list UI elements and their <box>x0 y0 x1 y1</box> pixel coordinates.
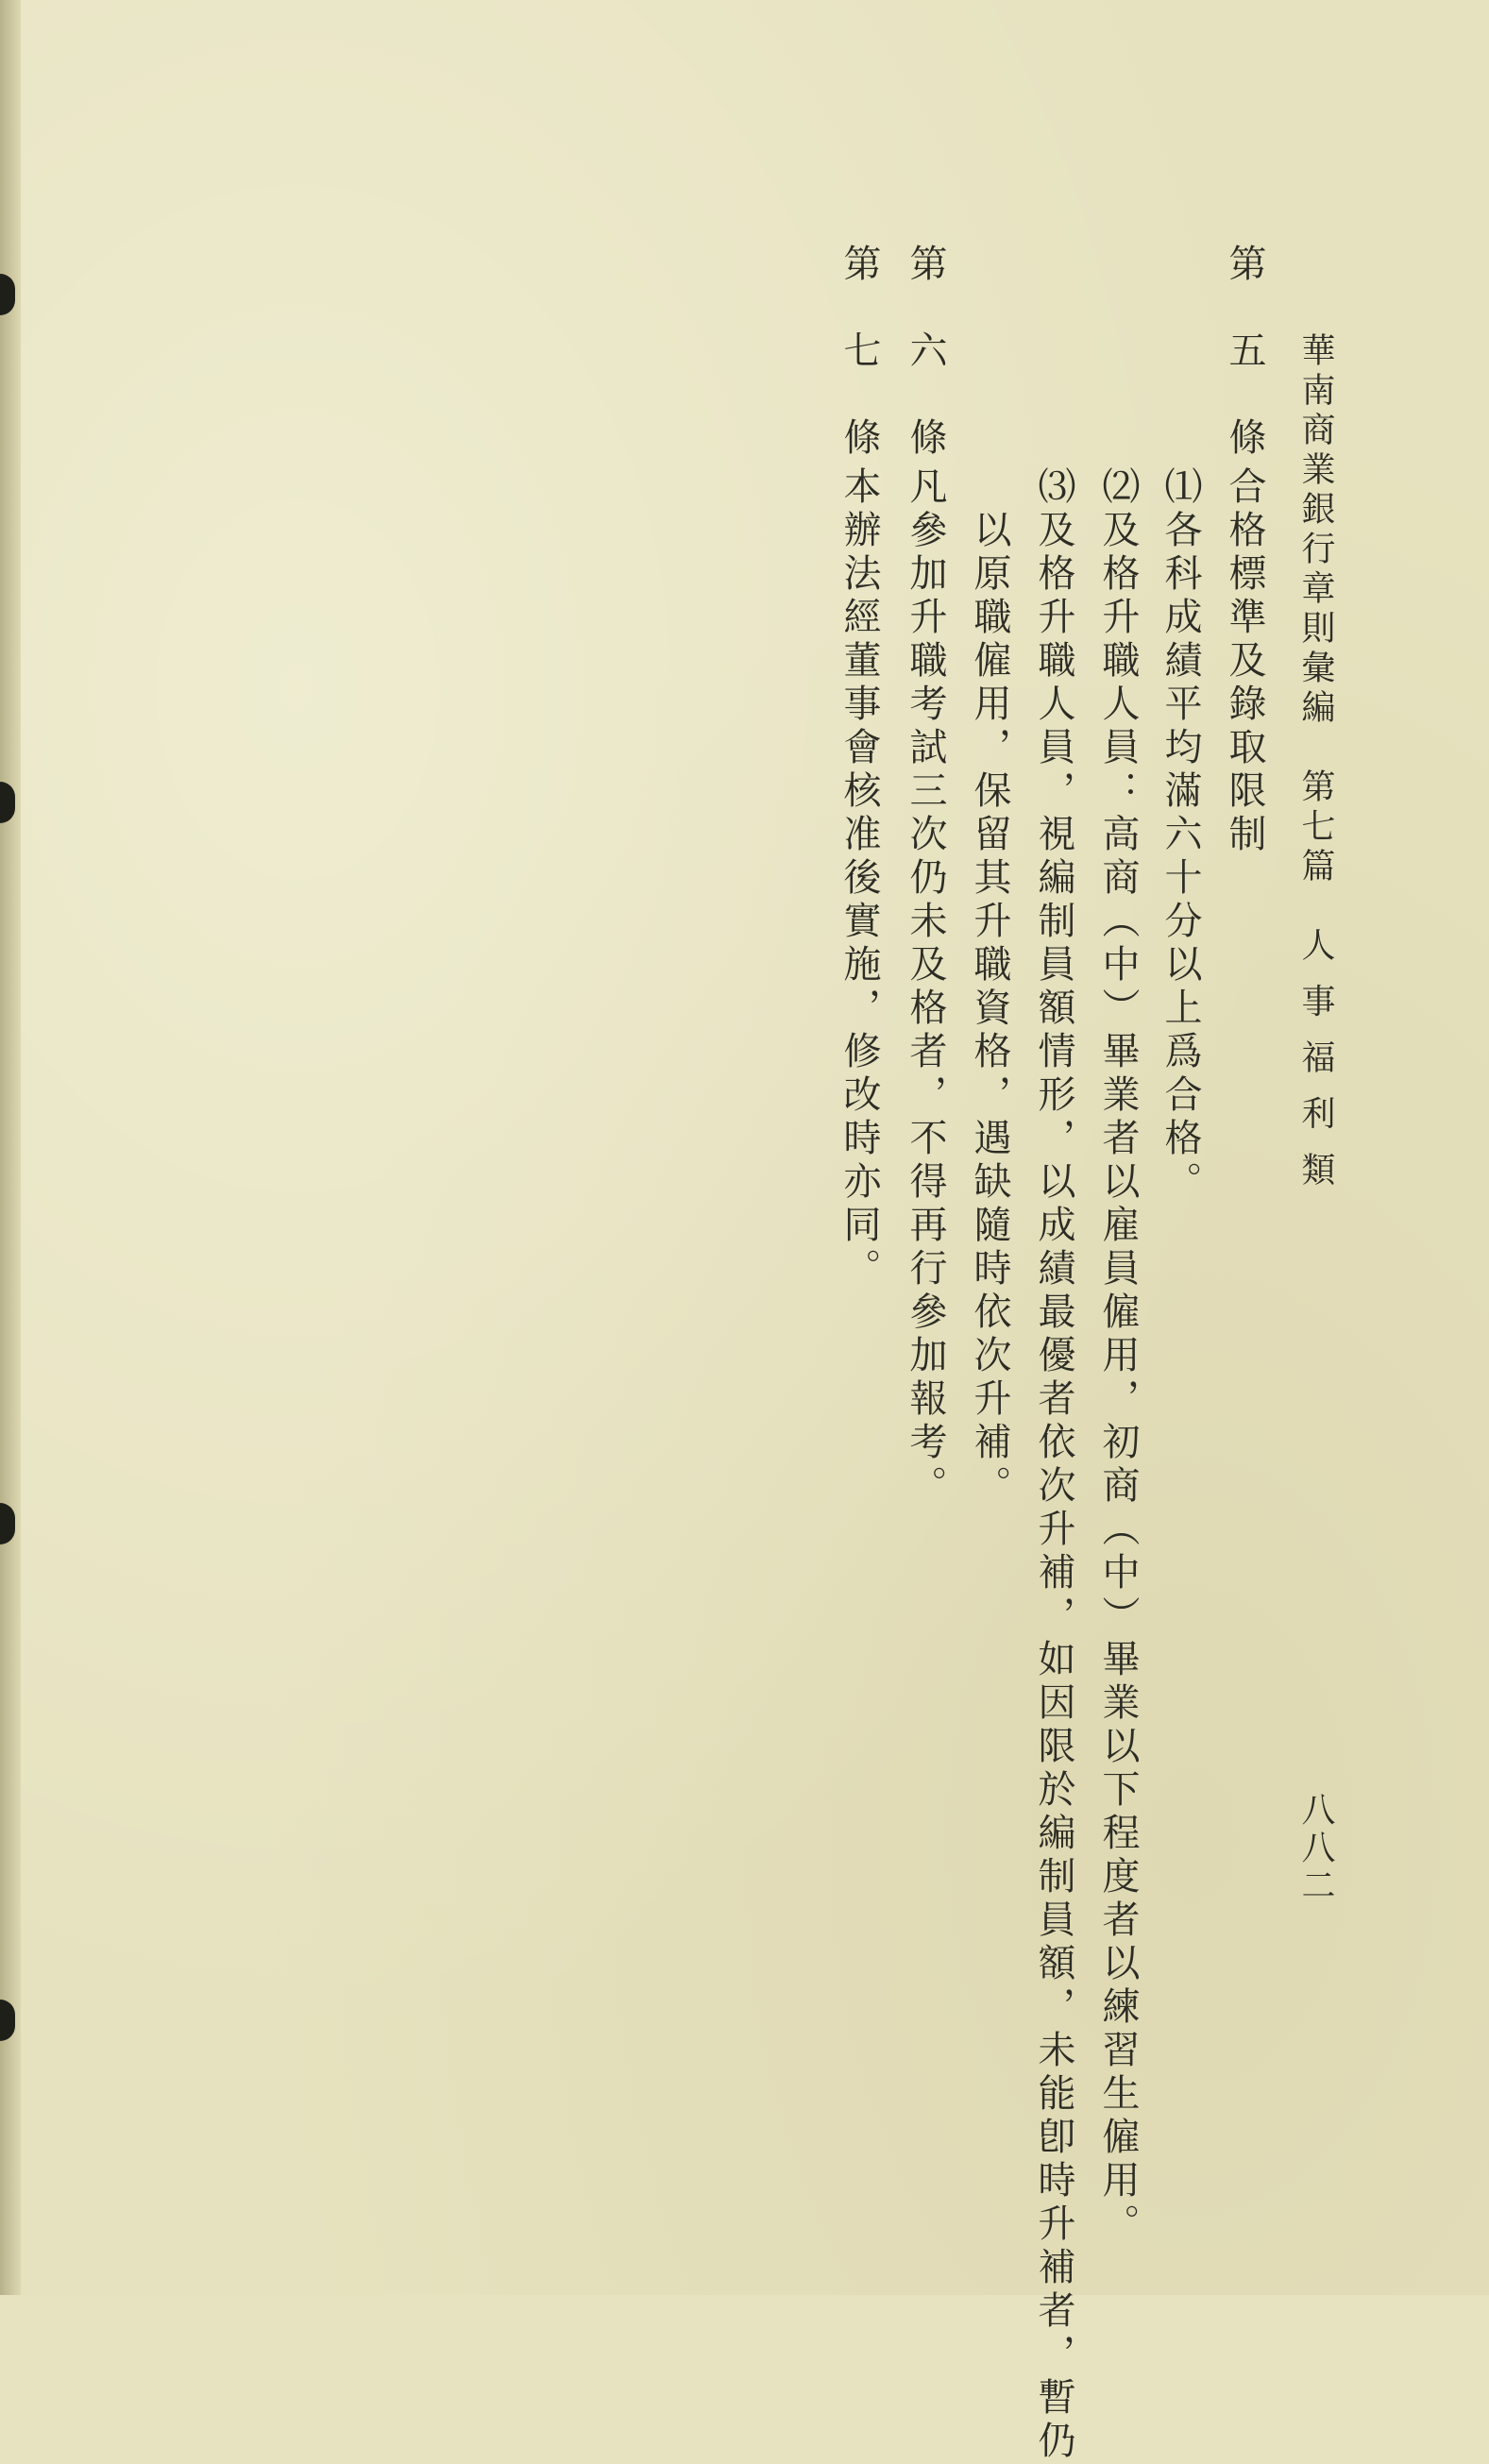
article-6-text: 凡參加升職考試三次仍未及格者，不得再行參加報考。 <box>904 466 947 1509</box>
running-header: 華南商業銀行章則彙編 第七篇 人 事 福 利 類 <box>1296 332 1335 1191</box>
page-number: 八八二 <box>1296 1792 1335 1905</box>
article-5-item-1: ⑴各科成績平均滿六十分以上爲合格。 <box>1159 466 1202 1205</box>
article-6-label: 第六條 <box>904 244 947 504</box>
article-5-heading: 合格標準及錄取限制 <box>1223 466 1266 857</box>
article-5-item-2: ⑵及格升職人員：高商（中）畢業者以雇員僱用，初商（中）畢業以下程度者以練習生僱用。 <box>1096 466 1140 2247</box>
article-5-item-3-continued: 以原職僱用，保留其升職資格，遇缺隨時依次升補。 <box>968 510 1011 1509</box>
article-7-text: 本辦法經董事會核准後實施，修改時亦同。 <box>838 466 881 1291</box>
article-5-item-3: ⑶及格升職人員，視編制員額情形，以成績最優者依次升補，如因限於編制員額，未能卽時升補者，暫仍 <box>1032 466 1075 2464</box>
article-5-label: 第五條 <box>1223 244 1266 504</box>
article-7-label: 第七條 <box>838 244 881 504</box>
show-through-smudge <box>264 415 321 1548</box>
binding-edge <box>0 0 21 2295</box>
